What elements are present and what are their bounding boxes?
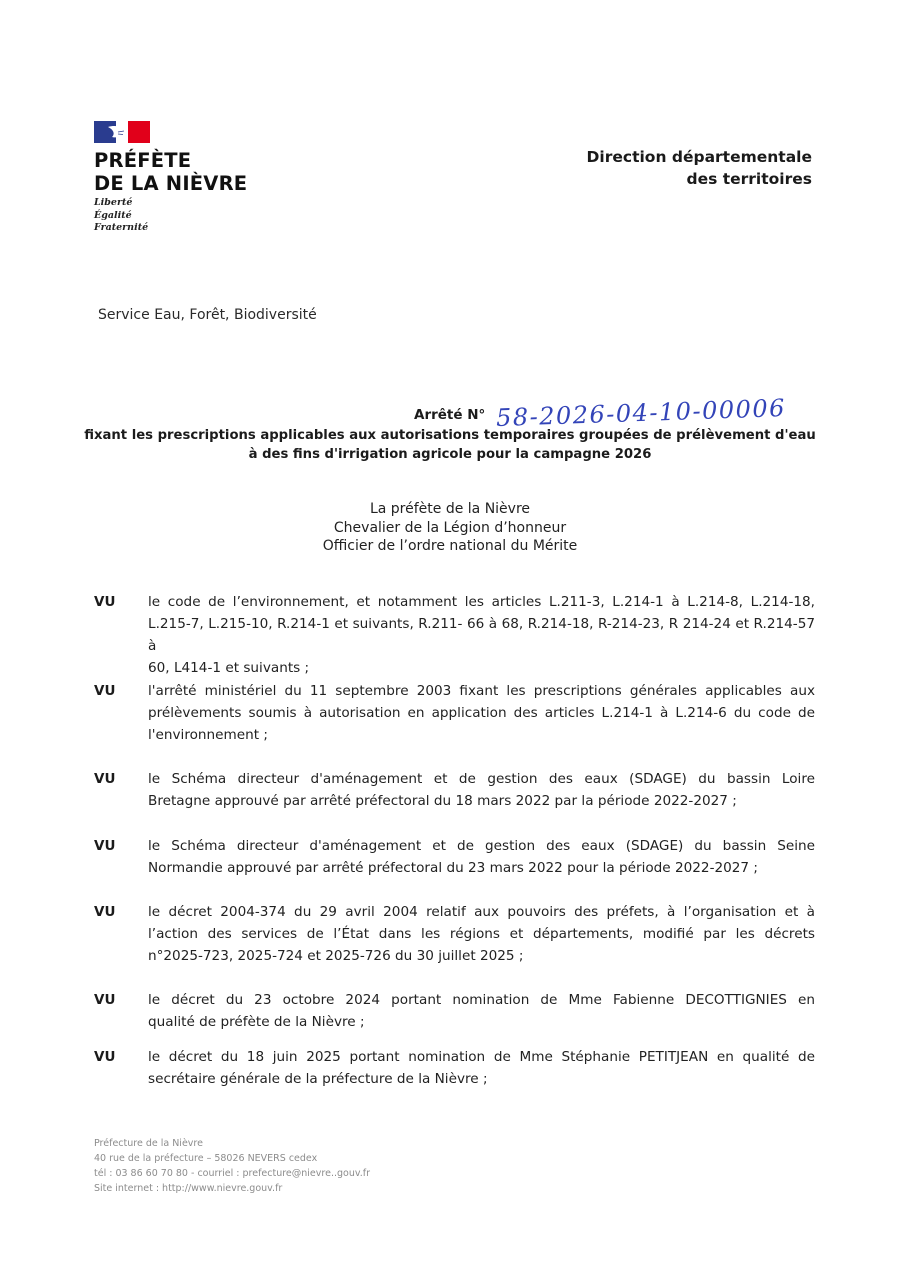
visa-line: 60, L414-1 et suivants ; bbox=[148, 660, 310, 676]
arrete-number-handwritten: 58-2026-04-10-00006 bbox=[495, 393, 787, 433]
signatory-line: Officier de l’ordre national du Mérite bbox=[322, 538, 578, 554]
vu-label: VU bbox=[94, 904, 116, 920]
visa-line: Normandie approuvé par arrêté préfectoral du 23 mars 2022 pour la période 2022-2027 ; bbox=[148, 860, 758, 876]
vu-label: VU bbox=[94, 683, 116, 699]
signatory-block bbox=[210, 500, 690, 556]
signatory-line: Chevalier de la Légion d’honneur bbox=[333, 519, 567, 536]
visa-text bbox=[148, 901, 815, 967]
direction-line: des territoires bbox=[686, 170, 812, 188]
vu-label: VU bbox=[94, 838, 116, 854]
visa-line: l'arrêté ministériel du 11 septembre 2003 fixant les prescriptions générales applicables aux bbox=[148, 683, 815, 699]
visa-line: L.215-7, L.215-10, R.214-1 et suivants, R.211- 66 à 68, R.214-18, R-214-23, R 214-24 et R.214-57 à bbox=[148, 616, 815, 654]
visa-line: Bretagne approuvé par arrêté préfectoral du 18 mars 2022 par la période 2022-2027 ; bbox=[148, 793, 737, 809]
visa-line: le Schéma directeur d'aménagement et de gestion des eaux (SDAGE) du bassin Seine bbox=[148, 838, 815, 854]
footer-address bbox=[94, 1136, 370, 1196]
prefecture-title-line: DE LA NIÈVRE bbox=[94, 172, 248, 195]
arrete-label: Arrêté N° bbox=[414, 407, 486, 423]
arrete-title-line: fixant les prescriptions applicables aux autorisations temporaires groupées de prélèvement d'eau bbox=[84, 428, 816, 443]
arrete-title-line: à des fins d'irrigation agricole pour la campagne 2026 bbox=[248, 447, 652, 462]
visa-text bbox=[148, 680, 815, 746]
visa-text bbox=[148, 835, 815, 879]
visa-line: le Schéma directeur d'aménagement et de gestion des eaux (SDAGE) du bassin Loire bbox=[148, 771, 815, 787]
motto bbox=[94, 197, 148, 235]
vu-label: VU bbox=[94, 1049, 116, 1065]
visa-line: n°2025-723, 2025-724 et 2025-726 du 30 juillet 2025 ; bbox=[148, 948, 524, 964]
footer-line: 40 rue de la préfecture – 58026 NEVERS cedex bbox=[94, 1153, 318, 1164]
vu-label: VU bbox=[94, 594, 116, 610]
arrete-title bbox=[60, 426, 840, 464]
visa-line: l'environnement ; bbox=[148, 727, 268, 743]
visa-line: le code de l’environnement, et notamment les articles L.211-3, L.214-1 à L.214-8, L.214-18, bbox=[148, 594, 815, 610]
visa-text bbox=[148, 989, 815, 1033]
prefecture-title-line: PRÉFÈTE bbox=[94, 149, 192, 172]
footer-line: Site internet : http://www.nievre.gouv.fr bbox=[94, 1183, 283, 1194]
visa-line: le décret du 18 juin 2025 portant nomination de Mme Stéphanie PETITJEAN en qualité de bbox=[148, 1049, 815, 1065]
visa-text bbox=[148, 1046, 815, 1090]
footer-line: tél : 03 86 60 70 80 - courriel : prefecture@nievre..gouv.fr bbox=[94, 1168, 371, 1179]
visa-text bbox=[148, 591, 815, 679]
footer-line: Préfecture de la Nièvre bbox=[94, 1138, 203, 1149]
motto-line: Fraternité bbox=[94, 222, 149, 233]
visa-line: prélèvements soumis à autorisation en application des articles L.214-1 à L.214-6 du code de bbox=[148, 705, 815, 721]
direction-line: Direction départementale bbox=[586, 148, 812, 166]
motto-line: Liberté bbox=[94, 197, 133, 208]
service-name: Service Eau, Forêt, Biodiversité bbox=[98, 307, 317, 323]
direction-heading bbox=[587, 146, 812, 190]
vu-label: VU bbox=[94, 771, 116, 787]
visa-line: secrétaire générale de la préfecture de la Nièvre ; bbox=[148, 1071, 488, 1087]
marianne-logo-icon bbox=[94, 121, 150, 143]
signatory-line: La préfète de la Nièvre bbox=[369, 501, 531, 517]
visa-line: qualité de préfète de la Nièvre ; bbox=[148, 1014, 365, 1030]
visa-text bbox=[148, 768, 815, 812]
visa-line: le décret 2004-374 du 29 avril 2004 relatif aux pouvoirs des préfets, à l’organisation et à bbox=[148, 904, 815, 920]
visa-line: le décret du 23 octobre 2024 portant nomination de Mme Fabienne DECOTTIGNIES en bbox=[148, 992, 815, 1008]
prefecture-title bbox=[94, 149, 247, 195]
vu-label: VU bbox=[94, 992, 116, 1008]
motto-line: Égalité bbox=[94, 209, 132, 221]
visa-line: l’action des services de l’État dans les régions et départements, modifié par les décrets bbox=[148, 926, 815, 942]
